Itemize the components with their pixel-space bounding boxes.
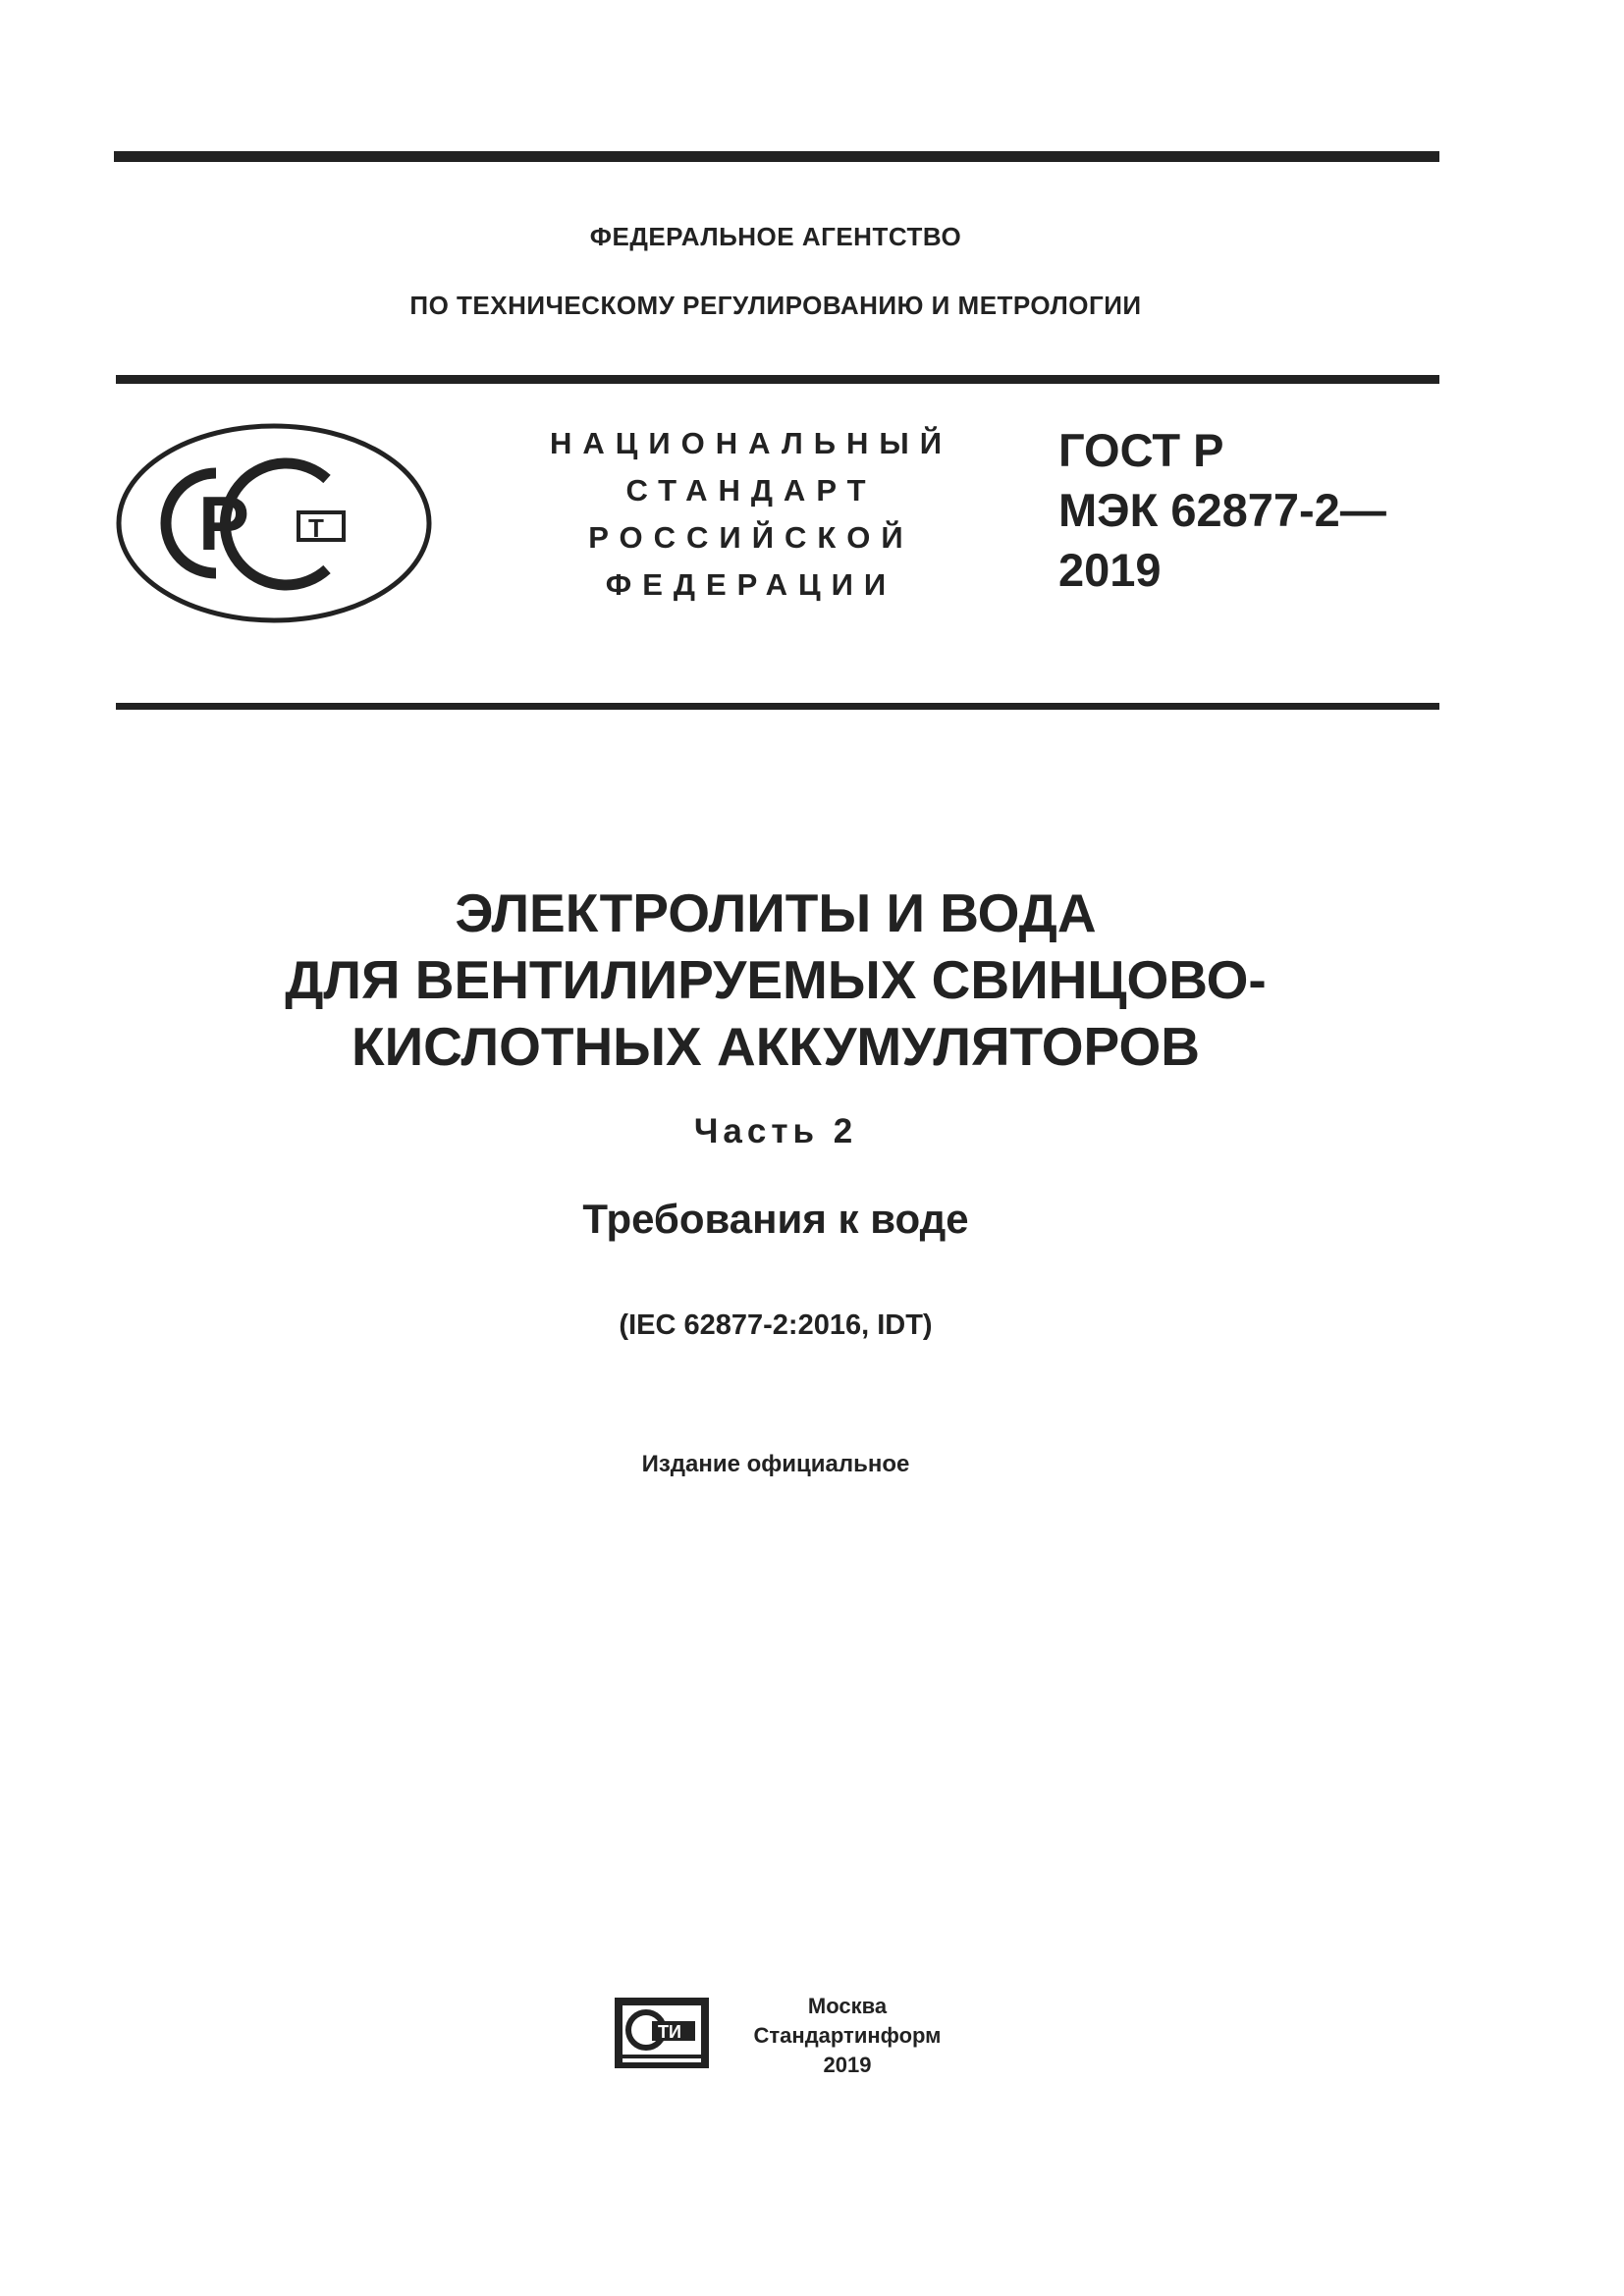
- agency-line-2: ПО ТЕХНИЧЕСКОМУ РЕГУЛИРОВАНИЮ И МЕТРОЛОГИИ: [409, 291, 1142, 320]
- publisher-name: Стандартинформ: [753, 2023, 942, 2048]
- agency-line-1: ФЕДЕРАЛЬНОЕ АГЕНТСТВО: [589, 222, 962, 251]
- title-line: КИСЛОТНЫХ АККУМУЛЯТОРОВ: [352, 1016, 1200, 1077]
- header-divider: [116, 375, 1439, 384]
- rst-certification-logo-icon: [116, 422, 432, 624]
- rst-logo-letter-p: Р: [198, 480, 250, 566]
- svg-text:ТИ: ТИ: [658, 2022, 681, 2042]
- svg-text:Т: Т: [308, 513, 324, 543]
- top-rule: [114, 151, 1439, 162]
- national-line: РОССИЙСКОЙ: [588, 520, 914, 555]
- national-line: НАЦИОНАЛЬНЫЙ: [549, 426, 953, 460]
- document-title: [0, 880, 1551, 1080]
- edition-label: Издание официальное: [641, 1451, 910, 1477]
- national-standard-label: [471, 420, 1031, 609]
- standard-code-line: МЭК 62877-2—: [1058, 484, 1386, 536]
- publisher-info: [725, 1992, 970, 2080]
- iec-reference: (IEC 62877-2:2016, IDT): [619, 1309, 933, 1341]
- national-line: ФЕДЕРАЦИИ: [605, 567, 897, 602]
- standard-code-line: ГОСТ Р: [1058, 424, 1224, 476]
- part-label: Часть 2: [693, 1112, 858, 1150]
- standard-code-line: 2019: [1058, 544, 1162, 596]
- standard-code: [1058, 420, 1386, 600]
- national-line: СТАНДАРТ: [625, 473, 877, 507]
- standard-divider: [116, 703, 1439, 710]
- title-line: ЭЛЕКТРОЛИТЫ И ВОДА: [455, 882, 1097, 943]
- publisher-year: 2019: [823, 2053, 872, 2077]
- title-line: ДЛЯ ВЕНТИЛИРУЕМЫХ СВИНЦОВО-: [285, 949, 1267, 1010]
- standartinform-logo-icon: [613, 1996, 711, 2070]
- document-subtitle: Требования к воде: [582, 1196, 969, 1242]
- publisher-city: Москва: [807, 1994, 888, 2018]
